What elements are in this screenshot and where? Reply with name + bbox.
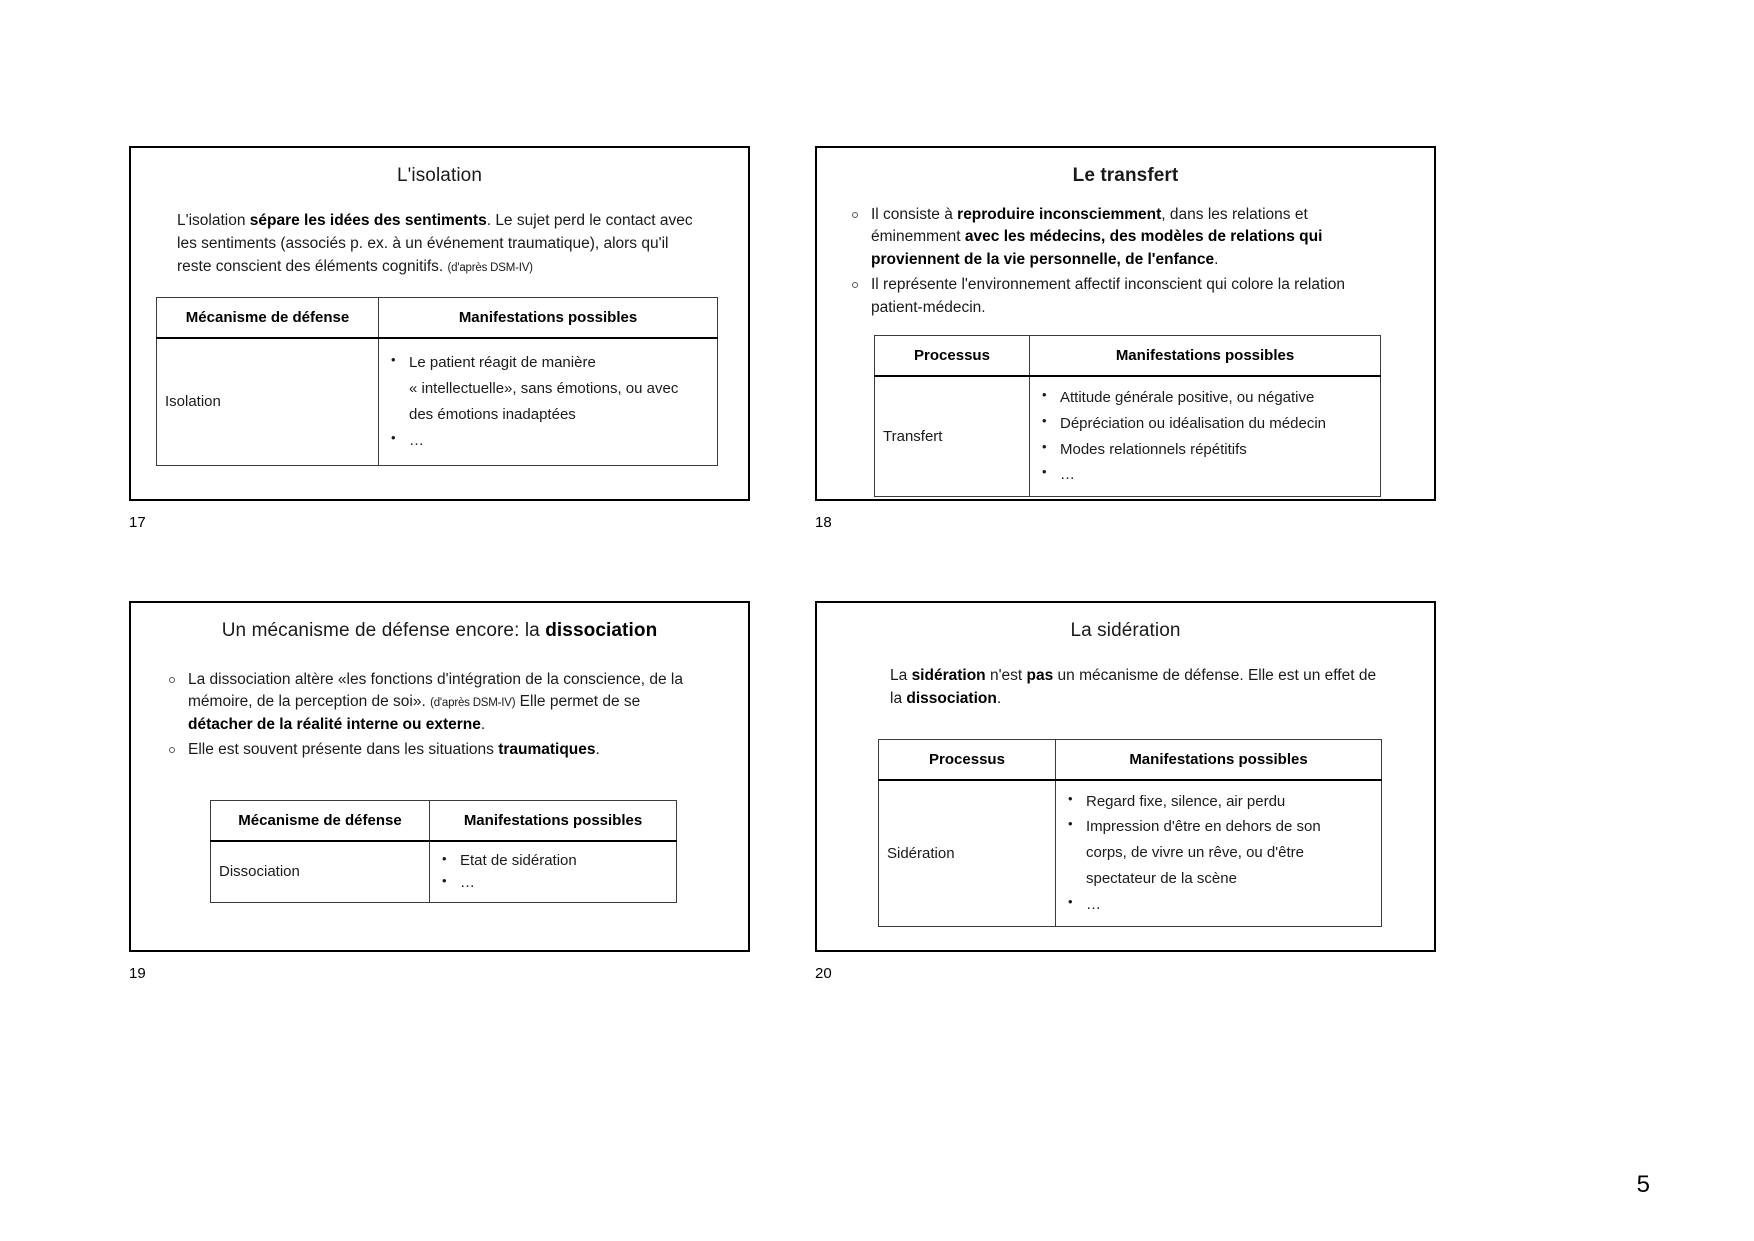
table-header-cell-mecanisme: Mécanisme de défense <box>211 800 430 841</box>
bullet-seg-3: . <box>595 741 600 759</box>
intro-text-part-3: un mécanisme de défense. Elle est un effet de la <box>890 666 1377 707</box>
slide-17-table-wrap <box>156 297 748 467</box>
table-header-row <box>879 739 1382 780</box>
list-item <box>847 274 1394 319</box>
slide-number-19: 19 <box>129 965 146 982</box>
bullet-seg-2: reproduire inconsciemment <box>957 205 1162 223</box>
slide-number-18: 18 <box>815 514 832 531</box>
slide-19-table-wrap <box>210 800 748 903</box>
bullet-seg-4: détacher de la réalité interne ou externe <box>188 715 481 733</box>
table-header-cell-processus: Processus <box>875 336 1030 377</box>
intro-source-note: (d'après DSM-IV) <box>447 261 533 274</box>
table-header-cell-manifestations: Manifestations possibles <box>1030 336 1381 377</box>
slide-18-table <box>874 335 1381 497</box>
slide-17 <box>129 146 750 501</box>
page-number: 5 <box>1636 1171 1650 1198</box>
list-item-continuation-2 <box>389 402 707 428</box>
slide-number-20: 20 <box>815 965 832 982</box>
intro-bold-1: sidération <box>911 666 986 684</box>
list-item: • Etat de sidération <box>440 850 666 872</box>
intro-bold-1: sépare les idées des sentiments <box>249 211 487 229</box>
table-header-row <box>875 336 1381 377</box>
table-header-row <box>211 800 677 841</box>
list-item-continuation-text-1: « intellectuelle», sans émotions, ou avec <box>409 380 679 398</box>
intro-text-part-2: n'est <box>985 666 1027 684</box>
manifestations-list <box>389 350 707 453</box>
slide-17-intro-paragraph <box>177 210 702 279</box>
bullet-seg-1: Il consiste à <box>871 205 958 223</box>
table-header-cell-manifestations: Manifestations possibles <box>430 800 677 841</box>
slide-17-title: L'isolation <box>396 165 482 186</box>
list-item-ellipsis: • … <box>1040 462 1370 488</box>
list-item-ellipsis: • … <box>389 428 707 454</box>
list-item-ellipsis: • … <box>1066 892 1371 918</box>
slide-18 <box>815 146 1436 501</box>
bullet-seg-1: La dissociation altère «les fonctions d'intégration de la conscience, de la mémoire, de la perception de soi». <box>188 670 683 711</box>
list-item-continuation-text-2: des émotions inadaptées <box>409 405 576 423</box>
list-item-continuation-text-2: spectateur de la scène <box>1086 870 1237 888</box>
slide-number-17: 17 <box>129 514 146 531</box>
table-cell-manifestations <box>1030 376 1381 497</box>
list-item: • Le patient réagit de manière <box>389 350 707 376</box>
slide-19-title-part-2: dissociation <box>545 620 658 641</box>
bullet-seg-1: Elle est souvent présente dans les situations <box>188 741 499 759</box>
bullet-seg-2: traumatiques <box>498 741 596 759</box>
table-row <box>211 841 677 903</box>
intro-text-part-2: . Le sujet perd le contact avec les sentiments (associés p. ex. à un événement traumatique), alors qu'il reste conscient des éléments cognitifs. <box>177 211 693 275</box>
slide-17-table <box>156 297 718 467</box>
slide-18-table-wrap <box>874 335 1434 497</box>
table-header-cell-processus: Processus <box>879 739 1056 780</box>
intro-text-part-1: L'isolation <box>177 211 250 229</box>
bullet-seg-3: , dans les relations et éminemment <box>871 205 1308 246</box>
slide-19-bullet-list <box>164 669 706 762</box>
list-item: • Attitude générale positive, ou négative <box>1040 385 1370 411</box>
bullet-seg-1: Il représente l'environnement affectif inconscient qui colore la relation patient-médecin. <box>871 276 1345 316</box>
list-item <box>847 204 1394 271</box>
slide-20 <box>815 601 1436 952</box>
intro-text-part-4: . <box>996 689 1002 707</box>
slide-20-title: La sidération <box>1070 620 1181 641</box>
table-cell-row-label: Sidération <box>879 780 1056 926</box>
list-item: • Dépréciation ou idéalisation du médecin <box>1040 411 1370 437</box>
list-item <box>164 739 706 761</box>
slide-20-table <box>878 739 1382 927</box>
intro-bold-3: dissociation <box>906 689 997 707</box>
list-item-continuation-text-1: corps, de vivre un rêve, ou d'être <box>1086 844 1304 862</box>
slide-20-table-wrap <box>878 739 1434 927</box>
bullet-seg-4: avec les médecins, des modèles de relations qui proviennent de la vie personnelle, de l'enfance <box>871 228 1323 268</box>
bullet-seg-3: Elle permet de se <box>515 693 641 711</box>
list-item-ellipsis: • … <box>440 872 666 894</box>
manifestations-list <box>1066 789 1371 918</box>
table-row <box>875 376 1381 497</box>
table-cell-manifestations <box>379 338 718 466</box>
table-row <box>879 780 1382 926</box>
slide-18-bullet-list <box>847 204 1394 319</box>
list-item: • Impression d'être en dehors de son <box>1066 814 1371 840</box>
manifestations-list <box>440 850 666 894</box>
slide-18-title: Le transfert <box>1072 165 1179 186</box>
slide-19-title-part-1: Un mécanisme de défense encore: la <box>221 620 546 641</box>
slide-19-table <box>210 800 677 903</box>
table-cell-row-label: Dissociation <box>211 841 430 903</box>
list-item-continuation-1 <box>389 376 707 402</box>
table-header-cell-manifestations: Manifestations possibles <box>379 297 718 338</box>
table-header-row <box>157 297 718 338</box>
table-header-cell-manifestations: Manifestations possibles <box>1056 739 1382 780</box>
list-item <box>164 669 706 736</box>
list-item: • Regard fixe, silence, air perdu <box>1066 789 1371 815</box>
bullet-source-note: (d'après DSM-IV) <box>430 697 516 710</box>
table-cell-row-label: Isolation <box>157 338 379 466</box>
list-item-continuation-2 <box>1066 866 1371 892</box>
table-cell-manifestations <box>1056 780 1382 926</box>
manifestations-list <box>1040 385 1370 488</box>
table-row <box>157 338 718 466</box>
intro-text-part-1: La <box>890 666 912 684</box>
slide-20-intro-paragraph <box>890 665 1388 711</box>
bullet-seg-5: . <box>1214 250 1219 268</box>
table-cell-row-label: Transfert <box>875 376 1030 497</box>
table-cell-manifestations <box>430 841 677 903</box>
list-item-continuation-1 <box>1066 840 1371 866</box>
intro-bold-2: pas <box>1026 666 1054 684</box>
bullet-seg-5: . <box>480 715 486 733</box>
list-item: • Modes relationnels répétitifs <box>1040 437 1370 463</box>
table-header-cell-mecanisme: Mécanisme de défense <box>157 297 379 338</box>
slide-19 <box>129 601 750 952</box>
slide-19-title <box>131 619 748 643</box>
